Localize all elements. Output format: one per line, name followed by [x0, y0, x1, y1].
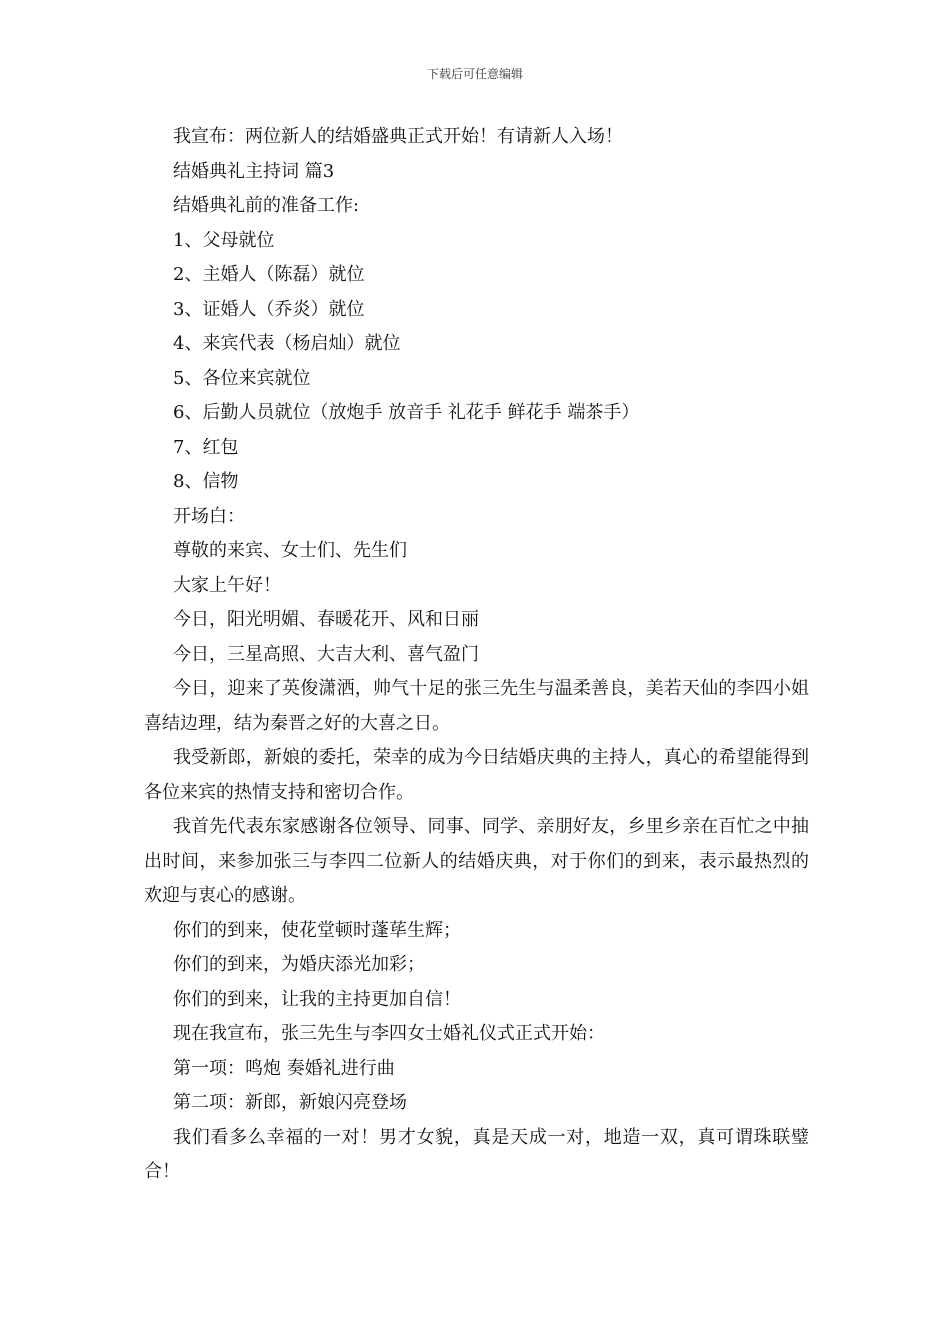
paragraph: 结婚典礼前的准备工作: [173, 195, 360, 216]
document-body [144, 120, 809, 1190]
paragraph: 我首先代表东家感谢各位领导、同事、同学、亲朋好友，乡里乡亲在百忙之中抽出时间，来参加张三与李四二位新人的结婚庆典，对于你们的到来，表示最热烈的欢迎与衷心的感谢。 [144, 816, 809, 906]
paragraph: 我们看多么幸福的一对！男才女貌，真是天成一对，地造一双，真可谓珠联璧合！ [144, 1126, 809, 1182]
paragraph: 今日，阳光明媚、春暖花开、风和日丽 [173, 609, 479, 630]
list-item: 1、父母就位 [173, 229, 275, 251]
list-item: 7、红包 [173, 436, 239, 458]
list-item: 3、证婚人（乔炎）就位 [173, 298, 365, 320]
list-item: 2、主婚人（陈磊）就位 [173, 264, 365, 285]
list-item: 4、来宾代表（杨启灿）就位 [173, 333, 401, 354]
paragraph: 第二项：新郎，新娘闪亮登场 [173, 1092, 407, 1113]
list-item: 5、各位来宾就位 [173, 367, 311, 389]
page-header-note: 下载后可任意编辑 [426, 67, 523, 81]
paragraph: 大家上午好！ [173, 574, 281, 596]
paragraph: 尊敬的来宾、女士们、先生们 [173, 540, 407, 561]
section-title: 结婚典礼主持词 篇3 [173, 160, 335, 182]
list-item: 6、后勤人员就位（放炮手 放音手 礼花手 鲜花手 端茶手） [173, 402, 640, 423]
paragraph: 今日，三星高照、大吉大利、喜气盈门 [173, 643, 479, 665]
paragraph: 我受新郎，新娘的委托，荣幸的成为今日结婚庆典的主持人，真心的希望能得到各位来宾的热情支持和密切合作。 [144, 747, 809, 803]
paragraph: 第一项：鸣炮 奏婚礼进行曲 [173, 1057, 395, 1079]
list-item: 8、信物 [173, 471, 239, 492]
paragraph: 现在我宣布，张三先生与李四女士婚礼仪式正式开始： [173, 1023, 605, 1044]
paragraph: 今日，迎来了英俊潇洒，帅气十足的张三先生与温柔善良，美若天仙的李四小姐喜结边理，结为秦晋之好的大喜之日。 [144, 678, 809, 734]
paragraph: 我宣布：两位新人的结婚盛典正式开始！有请新人入场！ [173, 126, 623, 147]
paragraph: 你们的到来，为婚庆添光加彩； [173, 954, 425, 975]
paragraph: 你们的到来，让我的主持更加自信！ [173, 988, 461, 1010]
paragraph: 你们的到来，使花堂顿时蓬荜生辉； [173, 919, 461, 941]
paragraph: 开场白： [173, 505, 245, 527]
